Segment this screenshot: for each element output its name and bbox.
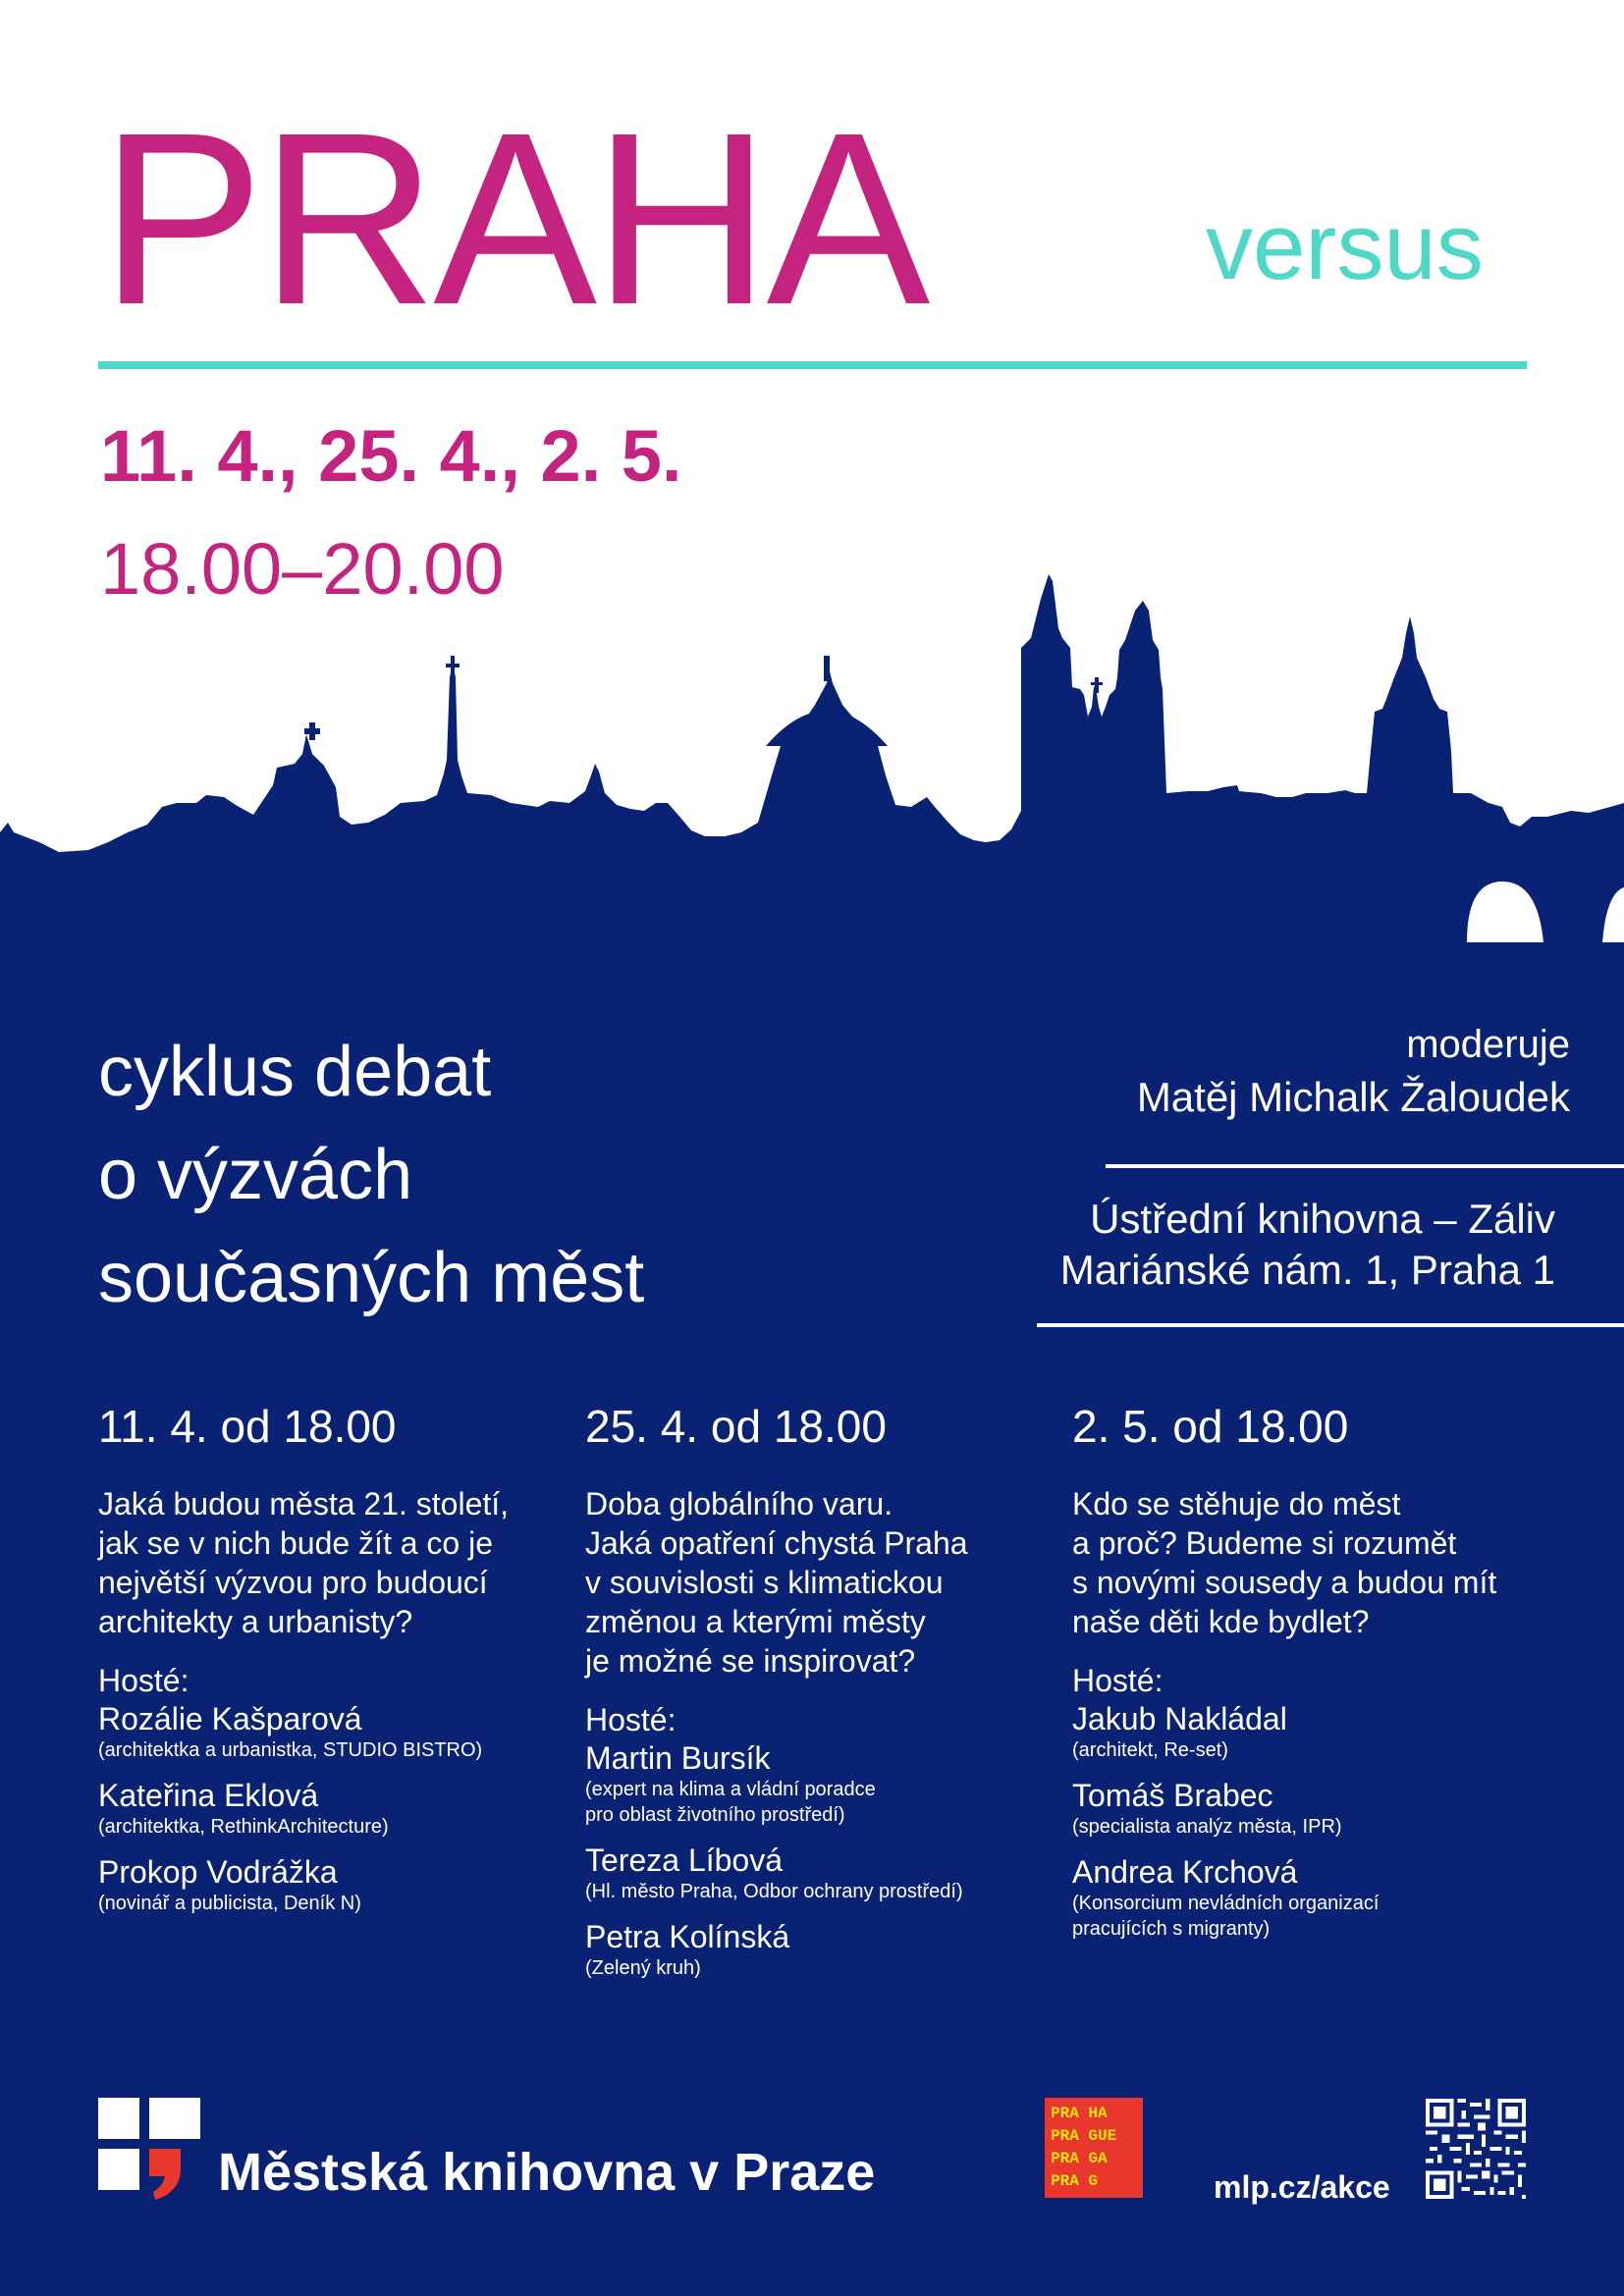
guest-role: (expert na klima a vládní poradce xyxy=(585,1779,876,1800)
guest-name: Tereza Líbová xyxy=(585,1842,784,1878)
event-date: 11. 4. od 18.00 xyxy=(98,1401,397,1452)
guest xyxy=(1072,1777,1524,1840)
poster-title: PRAHA xyxy=(100,81,927,355)
event-question xyxy=(1072,1484,1524,1641)
moderator-name: Matěj Michalk Žaloudek xyxy=(1136,1074,1570,1120)
guest-name: Andrea Krchová xyxy=(1072,1854,1298,1890)
praha-logo-text: PRA GA xyxy=(1051,2150,1108,2167)
question-line: architekty a urbanisty? xyxy=(98,1604,413,1639)
guest-name: Prokop Vodrážka xyxy=(98,1854,338,1890)
venue-name: Ústřední knihovna – Záliv xyxy=(1090,1196,1555,1242)
event-column xyxy=(1072,1401,1524,1955)
question-line: naše děti kde bydlet? xyxy=(1072,1604,1370,1639)
event-date: 25. 4. od 18.00 xyxy=(585,1401,887,1452)
question-line: s novými sousedy a budou mít xyxy=(1072,1565,1497,1600)
guest-role: (architektka, RethinkArchitecture) xyxy=(98,1816,389,1838)
event-date: 2. 5. od 18.00 xyxy=(1072,1401,1349,1452)
guest-name: Martin Bursík xyxy=(585,1740,771,1776)
guest-role: (Zelený kruh) xyxy=(585,1957,701,1979)
guest xyxy=(1072,1700,1524,1763)
qr-code[interactable] xyxy=(1426,2099,1526,2199)
event-column xyxy=(585,1401,1037,1995)
guest-name: Kateřina Eklová xyxy=(98,1778,319,1813)
guest xyxy=(1072,1853,1524,1942)
question-line: je možné se inspirovat? xyxy=(585,1643,916,1679)
event-column xyxy=(98,1401,550,1930)
guest-role: (Hl. město Praha, Odbor ochrany prostředí) xyxy=(585,1881,963,1902)
guest-name: Tomáš Brabec xyxy=(1072,1778,1273,1813)
divider xyxy=(1037,1323,1624,1327)
event-dates: 11. 4., 25. 4., 2. 5. xyxy=(100,415,682,497)
guest xyxy=(98,1777,550,1840)
divider xyxy=(1106,1164,1624,1168)
question-line: a proč? Budeme si rozumět xyxy=(1072,1525,1457,1561)
series-line: současných měst xyxy=(98,1239,645,1317)
guest xyxy=(98,1853,550,1916)
guest-role: (novinář a publicista, Deník N) xyxy=(98,1893,361,1914)
guest xyxy=(98,1700,550,1763)
praha-logo xyxy=(1045,2098,1143,2198)
library-logo-icon xyxy=(98,2098,200,2200)
guest-role: pro oblast životního prostředí) xyxy=(585,1804,845,1826)
question-line: Jaká opatření chystá Praha xyxy=(585,1525,968,1561)
question-line: jak se v nich bude žít a co je xyxy=(98,1525,493,1561)
guest xyxy=(585,1739,1037,1828)
question-line: změnou a kterými městy xyxy=(585,1604,926,1639)
praha-logo-text: PRA HA xyxy=(1051,2105,1108,2122)
event-question xyxy=(585,1484,1037,1681)
guest-role: (architektka a urbanistka, STUDIO BISTRO) xyxy=(98,1739,483,1761)
guest-name: Petra Kolínská xyxy=(585,1919,790,1954)
question-line: Jaká budou města 21. století, xyxy=(98,1486,510,1522)
venue-address: Mariánské nám. 1, Praha 1 xyxy=(1059,1247,1555,1293)
praha-logo-text: PRA G xyxy=(1051,2172,1099,2190)
guest-name: Jakub Nakládal xyxy=(1072,1701,1287,1736)
guest-name: Rozálie Kašparová xyxy=(98,1701,362,1736)
moderator-label: moderuje xyxy=(1406,1023,1570,1066)
series-line: o výzvách xyxy=(98,1136,413,1214)
guest xyxy=(585,1918,1037,1981)
series-line: cyklus debat xyxy=(98,1033,492,1111)
guest-role: (architekt, Re-set) xyxy=(1072,1739,1228,1761)
event-question xyxy=(98,1484,550,1641)
guest-role: (specialista analýz města, IPR) xyxy=(1072,1816,1342,1838)
guest-role: (Konsorcium nevládních organizací xyxy=(1072,1893,1380,1914)
event-time: 18.00–20.00 xyxy=(100,528,505,610)
question-line: Doba globálního varu. xyxy=(585,1486,893,1522)
question-line: v souvislosti s klimatickou xyxy=(585,1565,944,1600)
poster-subtitle: versus xyxy=(1206,194,1484,299)
guest-role: pracujících s migranty) xyxy=(1072,1918,1271,1940)
question-line: největší výzvou pro budoucí xyxy=(98,1565,488,1600)
praha-logo-text: PRA GUE xyxy=(1051,2127,1117,2145)
guest xyxy=(585,1842,1037,1904)
hosts-label: Hosté: xyxy=(98,1663,189,1698)
hosts-label: Hosté: xyxy=(1072,1663,1164,1698)
library-name: Městská knihovna v Praze xyxy=(218,2143,876,2202)
hosts-label: Hosté: xyxy=(585,1702,677,1737)
series-description xyxy=(98,1021,644,1330)
question-line: Kdo se stěhuje do měst xyxy=(1072,1486,1401,1522)
website-link[interactable]: mlp.cz/akce xyxy=(1214,2169,1390,2205)
